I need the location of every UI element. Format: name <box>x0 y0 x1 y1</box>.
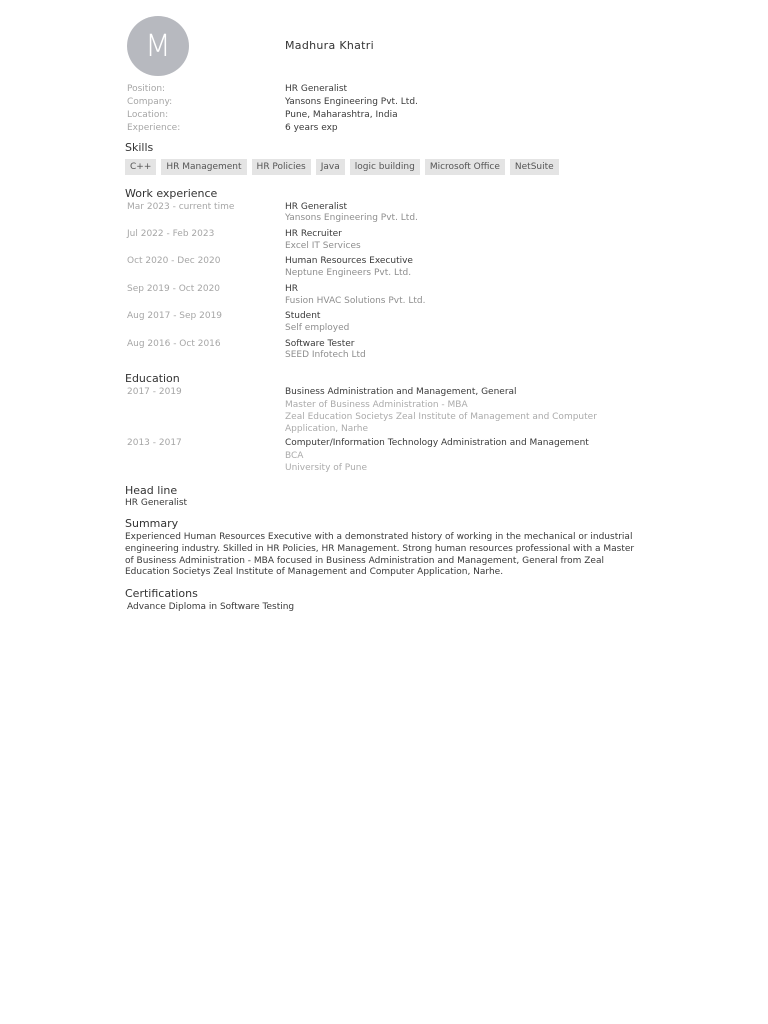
job-company: Excel IT Services <box>285 241 361 251</box>
work-dates: Aug 2016 - Oct 2016 <box>127 339 221 349</box>
summary-text: Experienced Human Resources Executive with a demonstrated history of working in the mechanical or industrial engineering industry. Skilled in HR Policies, HR Management. Strong human resources professional with a Master of Business Administration - MBA focused in Business Administration and Management, General from Zeal Education Societys Zeal Institute of Management and Computer Application, Narhe. <box>125 532 635 578</box>
skill-tag: Java <box>316 159 345 175</box>
skills-list <box>125 159 559 175</box>
skill-tag: C++ <box>125 159 156 175</box>
certifications-heading: Certifications <box>125 587 198 600</box>
education-degree: Master of Business Administration - MBA <box>285 400 468 410</box>
education-field: Business Administration and Management, General <box>285 387 517 397</box>
certification-item: Advance Diploma in Software Testing <box>127 602 295 612</box>
headline-text: HR Generalist <box>125 498 188 508</box>
location-value: Pune, Maharashtra, India <box>285 110 398 120</box>
skill-tag: logic building <box>350 159 420 175</box>
candidate-name: Madhura Khatri <box>285 39 374 52</box>
avatar: M <box>127 16 189 76</box>
skill-tag: NetSuite <box>510 159 559 175</box>
skill-tag: HR Management <box>161 159 246 175</box>
education-heading: Education <box>125 372 180 385</box>
job-company: Fusion HVAC Solutions Pvt. Ltd. <box>285 296 426 306</box>
skills-heading: Skills <box>125 141 154 154</box>
job-company: Neptune Engineers Pvt. Ltd. <box>285 268 412 278</box>
education-dates: 2017 - 2019 <box>127 387 182 397</box>
headline-heading: Head line <box>125 484 178 497</box>
education-degree: BCA <box>285 451 304 461</box>
work-dates: Aug 2017 - Sep 2019 <box>127 311 223 321</box>
job-company: Self employed <box>285 323 350 333</box>
summary-heading: Summary <box>125 517 179 530</box>
job-title: Software Tester <box>285 339 355 349</box>
location-label: Location: <box>127 110 169 120</box>
work-dates: Sep 2019 - Oct 2020 <box>127 284 221 294</box>
job-company: SEED Infotech Ltd <box>285 350 366 360</box>
job-title: HR <box>285 284 299 294</box>
experience-label: Experience: <box>127 123 181 133</box>
position-value: HR Generalist <box>285 84 348 94</box>
education-dates: 2013 - 2017 <box>127 438 182 448</box>
education-field: Computer/Information Technology Administration and Management <box>285 438 589 448</box>
job-title: HR Recruiter <box>285 229 342 239</box>
company-value: Yansons Engineering Pvt. Ltd. <box>285 97 418 107</box>
company-label: Company: <box>127 97 173 107</box>
work-dates: Oct 2020 - Dec 2020 <box>127 256 221 266</box>
job-title: Student <box>285 311 321 321</box>
education-school: University of Pune <box>285 463 368 473</box>
position-label: Position: <box>127 84 166 94</box>
job-title: HR Generalist <box>285 202 348 212</box>
experience-value: 6 years exp <box>285 123 338 133</box>
skill-tag: HR Policies <box>252 159 311 175</box>
work-dates: Jul 2022 - Feb 2023 <box>127 229 215 239</box>
work-experience-heading: Work experience <box>125 187 218 200</box>
education-school: Zeal Education Societys Zeal Institute of Management and Computer Application, Narhe <box>285 412 597 434</box>
skill-tag: Microsoft Office <box>425 159 505 175</box>
job-company: Yansons Engineering Pvt. Ltd. <box>285 213 418 223</box>
work-dates: Mar 2023 - current time <box>127 202 235 212</box>
job-title: Human Resources Executive <box>285 256 413 266</box>
